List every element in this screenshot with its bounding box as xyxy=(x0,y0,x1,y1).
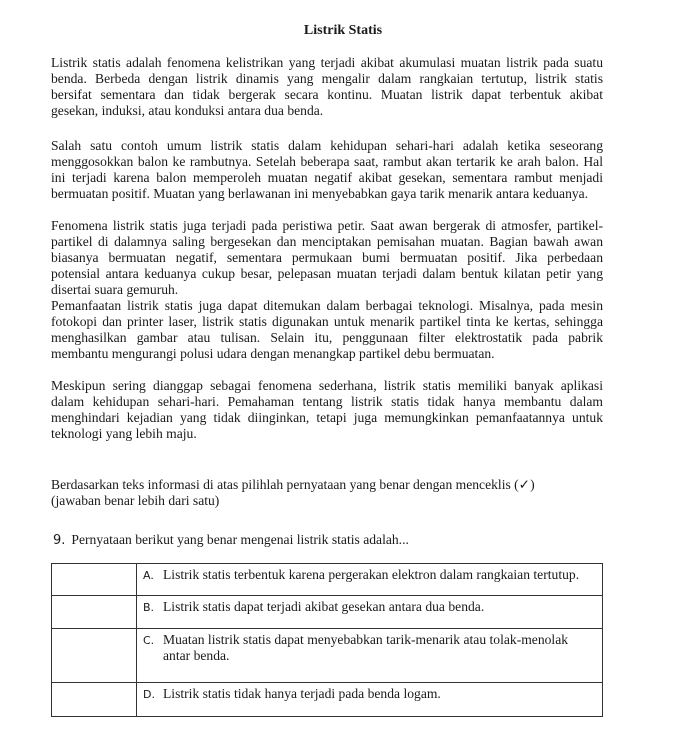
text-line: Pemanfaatan listrik statis juga dapat ditemukan dalam berbagai teknologi. Misalnya, pada mesin xyxy=(51,298,603,313)
document-title: Listrik Statis xyxy=(303,23,383,38)
option-letter: B. xyxy=(143,601,155,614)
option-cell xyxy=(137,596,603,629)
text-line: Salah satu contoh umum listrik statis dalam kehidupan sehari-hari adalah ketika seseorang xyxy=(51,138,603,153)
checkbox-cell-d[interactable] xyxy=(52,683,137,717)
paragraph-1 xyxy=(51,55,603,119)
option-cell xyxy=(137,683,603,717)
option-text: Listrik statis dapat terjadi akibat gesekan antara dua benda. xyxy=(163,599,485,614)
text-line: bersifat sementara dan tidak bergerak secara kontinu. Muatan listrik dapat terbentuk akibat xyxy=(51,87,603,102)
instruction-line: Berdasarkan teks informasi di atas pilihlah pernyataan yang benar dengan menceklis (✓) xyxy=(51,477,535,492)
text-line: fotokopi dan printer laser, listrik statis digunakan untuk menarik partikel tinta ke kertas, sehingga xyxy=(51,314,603,329)
option-letter: C. xyxy=(143,634,155,647)
text-line: disertai suara gemuruh. xyxy=(51,282,179,297)
option-row-b xyxy=(52,596,603,629)
question-number: 9. xyxy=(53,533,66,548)
text-line: Meskipun sering dianggap sebagai fenomena sederhana, listrik statis memiliki banyak aplikasi xyxy=(51,378,603,393)
option-row-c xyxy=(52,629,603,683)
option-row-d xyxy=(52,683,603,717)
option-text: Listrik statis tidak hanya terjadi pada benda logam. xyxy=(163,686,441,701)
option-text: Muatan listrik statis dapat menyebabkan tarik-menarik atau tolak-menolak antar benda. xyxy=(163,632,569,663)
paragraph-2 xyxy=(51,138,603,202)
checkbox-cell-c[interactable] xyxy=(52,629,137,683)
option-letter: D. xyxy=(143,688,155,701)
paragraph-5 xyxy=(51,378,603,442)
option-cell xyxy=(137,564,603,596)
text-line: gesekan, induksi, atau konduksi antara dua benda. xyxy=(51,103,324,118)
option-cell xyxy=(137,629,603,683)
text-line: dalam kehidupan sehari-hari. Pemahaman tentang listrik statis tidak hanya membantu dalam xyxy=(51,394,603,409)
instruction xyxy=(51,477,535,509)
question-text: Pernyataan berikut yang benar mengenai listrik statis adalah... xyxy=(71,532,409,547)
checkbox-cell-a[interactable] xyxy=(52,564,137,596)
text-line: benda. Berbeda dengan listrik dinamis yang mengalir dalam rangkaian tertutup, listrik statis xyxy=(51,71,603,86)
text-line: Listrik statis adalah fenomena kelistrikan yang terjadi akibat akumulasi muatan listrik pada suatu xyxy=(51,55,603,70)
text-line: menggosokkan balon ke rambutnya. Setelah beberapa saat, rambut akan tertarik ke arah balon. Hal xyxy=(51,154,603,169)
text-line: Fenomena listrik statis juga terjadi pada peristiwa petir. Saat awan bergerak di atmosfer, partikel- xyxy=(51,218,603,233)
text-line: biasanya bermuatan negatif, sementara permukaan bumi bermuatan positif. Jika perbedaan xyxy=(51,250,603,265)
text-line: teknologi yang lebih maju. xyxy=(51,426,197,441)
text-line: bermuatan positif. Muatan yang berlawanan ini menyebabkan gaya tarik menarik antara keduanya. xyxy=(51,186,589,201)
answer-table xyxy=(51,563,603,717)
instruction-note: (jawaban benar lebih dari satu) xyxy=(51,493,220,508)
paragraph-4 xyxy=(51,298,603,362)
text-line: menghindari kejadian yang tidak diinginkan, tetapi juga memungkinkan pemanfaatannya untuk xyxy=(51,410,603,425)
text-line: potensial antara keduanya cukup besar, pelepasan muatan terjadi dalam bentuk kilatan petir yang xyxy=(51,266,603,281)
paragraph-3 xyxy=(51,218,603,298)
question xyxy=(53,532,409,548)
checkbox-cell-b[interactable] xyxy=(52,596,137,629)
text-line: ini terjadi karena balon memperoleh muatan negatif akibat gesekan, sementara rambut menjadi xyxy=(51,170,603,185)
option-text: Listrik statis terbentuk karena pergerakan elektron dalam rangkaian tertutup. xyxy=(163,567,580,582)
option-row-a xyxy=(52,564,603,596)
option-letter: A. xyxy=(143,569,154,582)
text-line: membantu mengurangi polusi udara dengan menangkap partikel debu bermuatan. xyxy=(51,346,495,361)
text-line: partikel di dalamnya saling bergesekan dan menciptakan pemisahan muatan. Bagian bawah awan xyxy=(51,234,603,249)
text-line: menghasilkan gambar atau tulisan. Selain itu, penggunaan filter elektrostatik pada pabrik xyxy=(51,330,603,345)
